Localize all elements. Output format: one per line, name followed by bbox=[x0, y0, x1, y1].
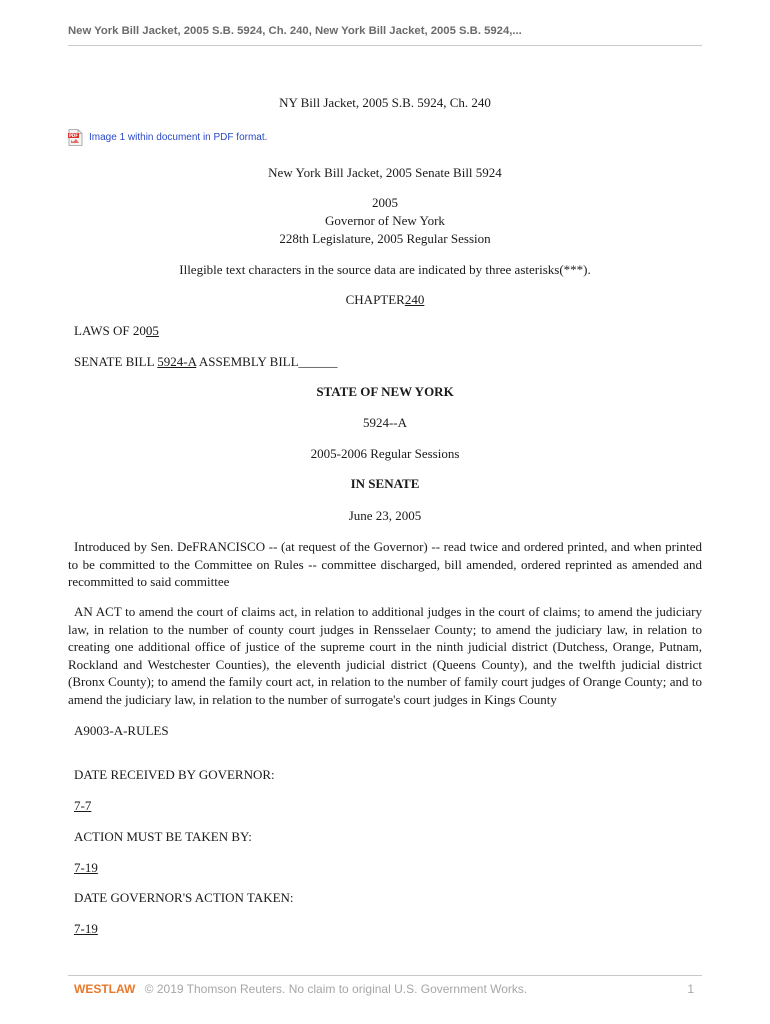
laws-of-line bbox=[74, 323, 159, 339]
pdf-image-link[interactable] bbox=[68, 129, 267, 146]
rules-line: A9003-A-RULES bbox=[74, 723, 169, 738]
laws-of-label: LAWS OF 20 bbox=[74, 323, 146, 338]
senate-bill-number: 5924-A bbox=[157, 354, 197, 369]
action-by-label: ACTION MUST BE TAKEN BY: bbox=[74, 829, 252, 844]
bill-numbers-line bbox=[74, 354, 338, 370]
date-received-label: DATE RECEIVED BY GOVERNOR: bbox=[74, 767, 275, 782]
in-senate-heading: IN SENATE bbox=[350, 476, 420, 491]
introduced-text: Introduced by Sen. DeFRANCISCO -- (at request of the Governor) -- read twice and ordered printed, and when printed to be committed to the Committee on Rules -- committee discharged, bill amended, ordered reprinted as amended and recommitted to said committee bbox=[68, 539, 702, 589]
introduced-date: June 23, 2005 bbox=[348, 508, 422, 523]
year: 2005 bbox=[372, 195, 398, 210]
assembly-bill-label: ASSEMBLY BILL______ bbox=[196, 354, 338, 369]
action-taken-value: 7-19 bbox=[74, 921, 98, 936]
footer bbox=[74, 982, 527, 996]
copyright-text: © 2019 Thomson Reuters. No claim to original U.S. Government Works. bbox=[144, 982, 528, 996]
running-header: New York Bill Jacket, 2005 S.B. 5924, Ch. 240, New York Bill Jacket, 2005 S.B. 5924,... bbox=[68, 25, 522, 37]
act-paragraph bbox=[68, 603, 702, 708]
footer-divider bbox=[68, 975, 702, 976]
sessions-line: 2005-2006 Regular Sessions bbox=[310, 446, 460, 461]
action-by-value: 7-19 bbox=[74, 860, 98, 875]
page-number: 1 bbox=[687, 982, 694, 996]
westlaw-logo: WESTLAW bbox=[74, 982, 136, 996]
senate-bill-label: SENATE BILL bbox=[74, 354, 158, 369]
action-taken-label: DATE GOVERNOR'S ACTION TAKEN: bbox=[74, 890, 294, 905]
governor-line: Governor of New York bbox=[325, 213, 445, 228]
document-subtitle: New York Bill Jacket, 2005 Senate Bill 5924 bbox=[268, 165, 502, 180]
date-received-value: 7-7 bbox=[74, 798, 92, 813]
pdf-file-icon bbox=[68, 129, 83, 146]
chapter-number: 240 bbox=[404, 292, 425, 307]
header-divider bbox=[68, 45, 702, 46]
introduced-paragraph bbox=[68, 538, 702, 591]
illegible-note: Illegible text characters in the source data are indicated by three asterisks(***). bbox=[179, 262, 591, 277]
bill-number: 5924--A bbox=[362, 415, 408, 430]
chapter-line bbox=[68, 292, 702, 308]
state-heading: STATE OF NEW YORK bbox=[316, 384, 454, 399]
chapter-label: CHAPTER bbox=[345, 292, 405, 307]
svg-text:PDF: PDF bbox=[69, 133, 78, 138]
document-title: NY Bill Jacket, 2005 S.B. 5924, Ch. 240 bbox=[279, 95, 491, 110]
act-text: AN ACT to amend the court of claims act, in relation to additional judges in the court of claims; to amend the judiciary law, in relation to the number of county court judges in Rensselaer County; to amend the judiciary law, in relation to creating one additional office of justice of the supreme court in the ninth judicial district (Dutchess, Orange, Putnam, Rockland and Westchester Counties), the eleventh judicial district (Queens County), and the twelfth judicial district (Bronx County); to amend the family court act, in relation to the number of family court judges of Orange County; and to amend the judiciary law, in relation to the number of surrogate's court judges in Kings County bbox=[68, 604, 702, 707]
session-line: 228th Legislature, 2005 Regular Session bbox=[279, 231, 491, 246]
laws-of-year: 05 bbox=[145, 323, 159, 338]
pdf-link-text[interactable]: Image 1 within document in PDF format. bbox=[89, 132, 268, 143]
